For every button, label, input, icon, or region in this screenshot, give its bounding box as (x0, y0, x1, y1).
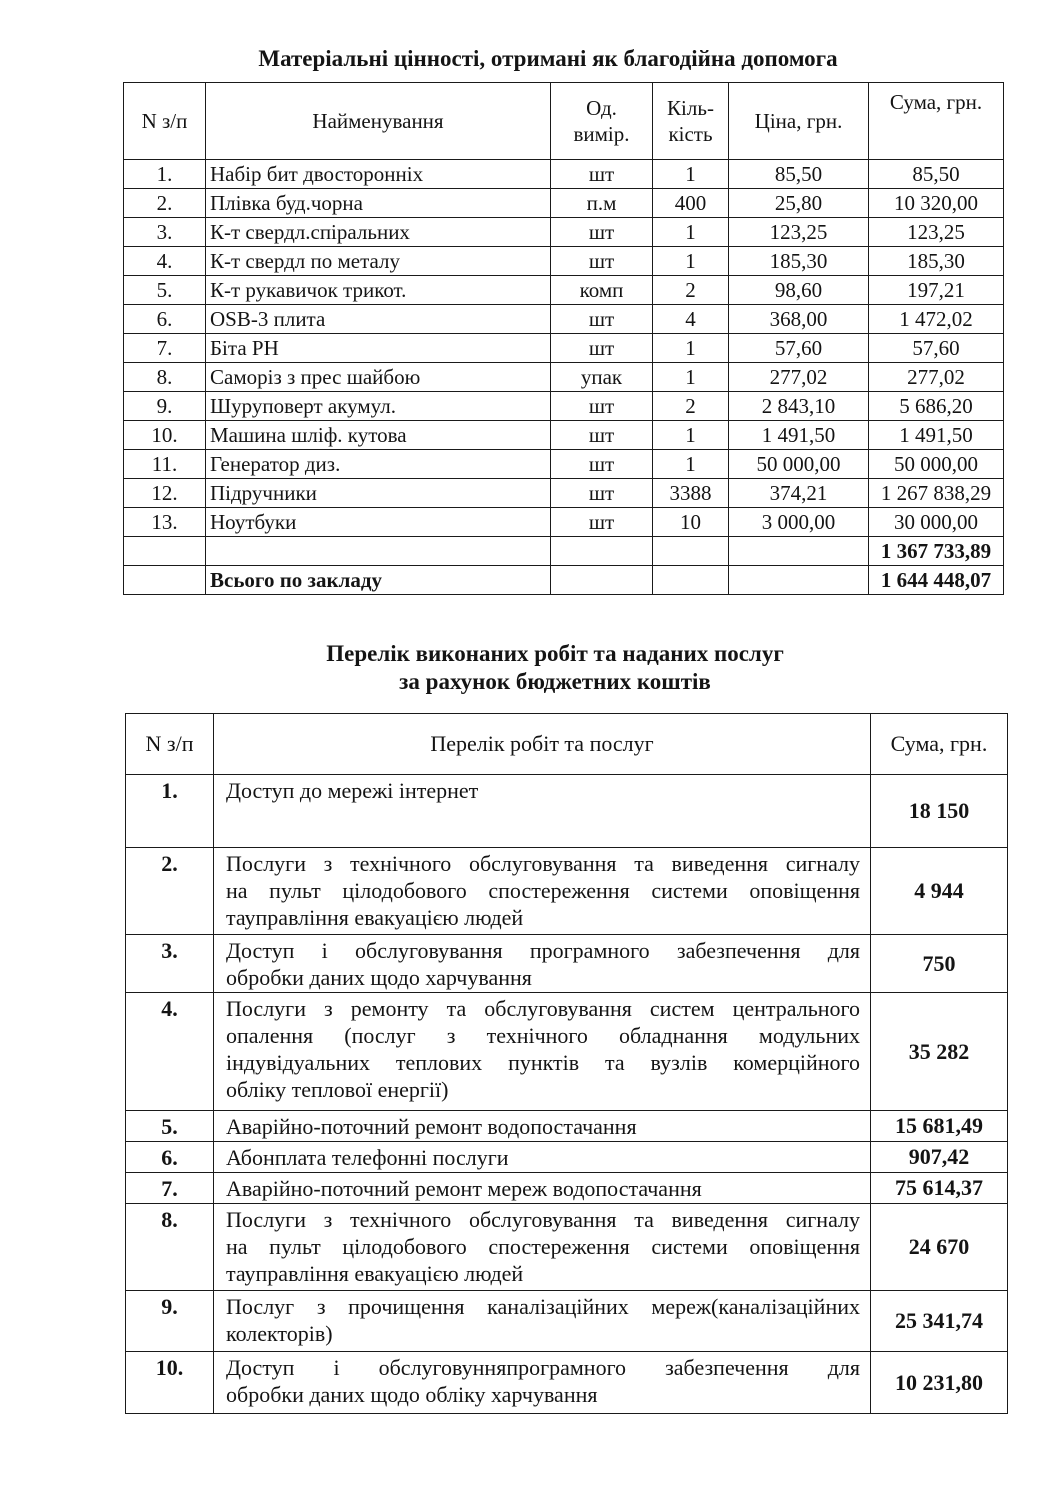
cell-quantity: 2 (653, 276, 729, 305)
table-row (124, 421, 1004, 450)
cell-number: 9. (124, 392, 206, 421)
cell-price: 277,02 (729, 363, 869, 392)
cell-number: 4. (126, 993, 214, 1111)
table-row (124, 392, 1004, 421)
subtotal-row (124, 537, 1004, 566)
empty-cell (124, 537, 206, 566)
col-header-unit (551, 83, 653, 160)
cell-quantity: 1 (653, 363, 729, 392)
col-header-unit-line: Од. (586, 96, 617, 120)
col-header-price: Ціна, грн. (729, 83, 869, 160)
cell-description (214, 1204, 871, 1291)
description-line: обробки даних щодо харчування (226, 965, 532, 990)
table-row (124, 479, 1004, 508)
cell-sum: 30 000,00 (869, 508, 1004, 537)
cell-name: Машина шліф. кутова (206, 421, 551, 450)
cell-price: 374,21 (729, 479, 869, 508)
cell-number: 1. (124, 160, 206, 189)
cell-number: 10. (126, 1352, 214, 1414)
cell-name: Набір бит двосторонніх (206, 160, 551, 189)
cell-sum: 907,42 (871, 1142, 1008, 1173)
description-line: на пульт цілодобового спостереження системи оповіщення (226, 1234, 860, 1259)
cell-name: Ноутбуки (206, 508, 551, 537)
table-row (126, 1352, 1008, 1414)
cell-name: OSB-3 плита (206, 305, 551, 334)
table-row (124, 508, 1004, 537)
cell-description (214, 1173, 871, 1204)
cell-name: Біта PH (206, 334, 551, 363)
cell-price: 185,30 (729, 247, 869, 276)
cell-description (214, 1142, 871, 1173)
cell-quantity: 10 (653, 508, 729, 537)
table-row (126, 848, 1008, 935)
table-row (124, 450, 1004, 479)
cell-quantity: 2 (653, 392, 729, 421)
cell-name: Шуруповерт акумул. (206, 392, 551, 421)
col-header-number: N з/п (126, 714, 214, 775)
cell-description (214, 935, 871, 993)
cell-description (214, 1111, 871, 1142)
cell-description (214, 775, 871, 848)
table-row (126, 775, 1008, 848)
empty-cell (124, 566, 206, 595)
table-row (124, 247, 1004, 276)
col-header-number: N з/п (124, 83, 206, 160)
col-header-unit-line: вимір. (573, 122, 630, 146)
empty-cell (551, 537, 653, 566)
cell-sum: 10 231,80 (871, 1352, 1008, 1414)
cell-sum: 277,02 (869, 363, 1004, 392)
cell-number: 2. (124, 189, 206, 218)
cell-number: 8. (124, 363, 206, 392)
total-row (124, 566, 1004, 595)
cell-unit: шт (551, 450, 653, 479)
cell-quantity: 3388 (653, 479, 729, 508)
cell-number: 9. (126, 1291, 214, 1352)
table-row (124, 160, 1004, 189)
description-line: опалення (послуг з технічного обладнання модульних (226, 1023, 860, 1048)
cell-price: 25,80 (729, 189, 869, 218)
cell-sum: 1 472,02 (869, 305, 1004, 334)
table-row (126, 1291, 1008, 1352)
cell-price: 85,50 (729, 160, 869, 189)
cell-sum: 25 341,74 (871, 1291, 1008, 1352)
cell-number: 5. (126, 1111, 214, 1142)
cell-quantity: 1 (653, 450, 729, 479)
description-line: колекторів) (226, 1321, 333, 1346)
cell-sum: 50 000,00 (869, 450, 1004, 479)
table-row (126, 1142, 1008, 1173)
donations-title: Матеріальні цінності, отримані як благодійна допомога (258, 46, 838, 71)
description-line: Абонплата телефонні послуги (226, 1145, 509, 1170)
col-header-quantity-line: кість (668, 122, 713, 146)
description-line: Доступ до мережі інтернет (226, 778, 479, 803)
table-row (124, 218, 1004, 247)
cell-price: 123,25 (729, 218, 869, 247)
cell-quantity: 1 (653, 334, 729, 363)
description-line: на пульт цілодобового спостереження системи оповіщення (226, 878, 860, 903)
cell-number: 6. (124, 305, 206, 334)
total-value: 1 644 448,07 (869, 566, 1004, 595)
cell-name: Плівка буд.чорна (206, 189, 551, 218)
table-header-row (126, 714, 1008, 775)
cell-number: 13. (124, 508, 206, 537)
cell-sum: 185,30 (869, 247, 1004, 276)
cell-number: 7. (126, 1173, 214, 1204)
table-row (124, 334, 1004, 363)
col-header-name: Найменування (206, 83, 551, 160)
empty-cell (729, 537, 869, 566)
table-row (126, 993, 1008, 1111)
cell-unit: шт (551, 218, 653, 247)
cell-price: 1 491,50 (729, 421, 869, 450)
cell-sum: 85,50 (869, 160, 1004, 189)
cell-unit: упак (551, 363, 653, 392)
cell-number: 12. (124, 479, 206, 508)
cell-quantity: 1 (653, 218, 729, 247)
cell-price: 98,60 (729, 276, 869, 305)
cell-price: 2 843,10 (729, 392, 869, 421)
cell-name: Генератор диз. (206, 450, 551, 479)
cell-quantity: 1 (653, 247, 729, 276)
services-title-line2: за рахунок бюджетних коштів (399, 669, 711, 694)
col-header-sum: Сума, грн. (871, 714, 1008, 775)
table-row (126, 935, 1008, 993)
cell-description (214, 1291, 871, 1352)
empty-cell (729, 566, 869, 595)
cell-price: 368,00 (729, 305, 869, 334)
cell-unit: шт (551, 479, 653, 508)
cell-sum: 57,60 (869, 334, 1004, 363)
cell-sum: 5 686,20 (869, 392, 1004, 421)
cell-quantity: 400 (653, 189, 729, 218)
description-line: Доступ і обслуговунняпрограмного забезпечення для (226, 1355, 860, 1380)
cell-name: Саморіз з прес шайбою (206, 363, 551, 392)
description-line: Послуги з ремонту та обслуговування систем центрального (226, 996, 860, 1021)
description-line: індувідуальних теплових пунктів та вузлів комерційного (226, 1050, 860, 1075)
cell-quantity: 1 (653, 160, 729, 189)
cell-sum: 197,21 (869, 276, 1004, 305)
cell-description (214, 993, 871, 1111)
cell-number: 11. (124, 450, 206, 479)
cell-unit: шт (551, 334, 653, 363)
subtotal-value: 1 367 733,89 (869, 537, 1004, 566)
cell-unit: шт (551, 247, 653, 276)
cell-sum: 15 681,49 (871, 1111, 1008, 1142)
services-title-line1: Перелік виконаних робіт та наданих послуг (326, 641, 784, 666)
cell-unit: шт (551, 392, 653, 421)
description-line: Аварійно-поточний ремонт водопостачання (226, 1114, 637, 1139)
cell-description (214, 848, 871, 935)
cell-sum: 75 614,37 (871, 1173, 1008, 1204)
empty-cell (653, 566, 729, 595)
cell-name: К-т свердл.спіральних (206, 218, 551, 247)
cell-price: 3 000,00 (729, 508, 869, 537)
cell-number: 10. (124, 421, 206, 450)
cell-sum: 18 150 (871, 775, 1008, 848)
table-row (126, 1111, 1008, 1142)
cell-sum: 750 (871, 935, 1008, 993)
col-header-quantity (653, 83, 729, 160)
cell-name: К-т свердл по металу (206, 247, 551, 276)
description-line: Аварійно-поточний ремонт мереж водопостачання (226, 1176, 702, 1201)
cell-number: 7. (124, 334, 206, 363)
empty-cell (206, 537, 551, 566)
description-line: обробки даних щодо обліку харчування (226, 1382, 598, 1407)
cell-sum: 1 491,50 (869, 421, 1004, 450)
cell-number: 3. (124, 218, 206, 247)
table-row (124, 363, 1004, 392)
table-row (126, 1204, 1008, 1291)
total-label: Всього по закладу (206, 566, 551, 595)
empty-cell (653, 537, 729, 566)
description-line: Послуг з прочищення каналізаційних мереж(каналізаційних (226, 1294, 860, 1319)
cell-unit: шт (551, 421, 653, 450)
description-line: Послуги з технічного обслуговування та виведення сигналу (226, 1207, 860, 1232)
col-header-quantity-line: Кіль- (667, 96, 714, 120)
description-line: тауправління евакуацією людей (226, 1261, 524, 1286)
table-header-row (124, 83, 1004, 160)
cell-sum: 123,25 (869, 218, 1004, 247)
cell-sum: 24 670 (871, 1204, 1008, 1291)
cell-unit: шт (551, 160, 653, 189)
table-row (124, 276, 1004, 305)
cell-sum: 1 267 838,29 (869, 479, 1004, 508)
cell-price: 50 000,00 (729, 450, 869, 479)
cell-sum: 35 282 (871, 993, 1008, 1111)
description-line: Послуги з технічного обслуговування та виведення сигналу (226, 851, 860, 876)
cell-number: 2. (126, 848, 214, 935)
cell-number: 3. (126, 935, 214, 993)
services-table (125, 713, 1008, 1414)
cell-price: 57,60 (729, 334, 869, 363)
cell-number: 6. (126, 1142, 214, 1173)
cell-description (214, 1352, 871, 1414)
col-header-sum: Сума, грн. (869, 83, 1004, 160)
cell-sum: 4 944 (871, 848, 1008, 935)
cell-quantity: 4 (653, 305, 729, 334)
donations-table (123, 82, 1004, 595)
cell-number: 5. (124, 276, 206, 305)
cell-unit: шт (551, 305, 653, 334)
description-line: тауправління евакуацією людей (226, 905, 524, 930)
cell-number: 1. (126, 775, 214, 848)
cell-quantity: 1 (653, 421, 729, 450)
cell-unit: комп (551, 276, 653, 305)
empty-cell (551, 566, 653, 595)
description-line: обліку теплової енергії) (226, 1077, 449, 1102)
cell-number: 8. (126, 1204, 214, 1291)
cell-name: Підручники (206, 479, 551, 508)
cell-unit: шт (551, 508, 653, 537)
table-row (124, 305, 1004, 334)
col-header-description: Перелік робіт та послуг (214, 714, 871, 775)
cell-sum: 10 320,00 (869, 189, 1004, 218)
cell-name: К-т рукавичок трикот. (206, 276, 551, 305)
table-row (124, 189, 1004, 218)
table-row (126, 1173, 1008, 1204)
cell-unit: п.м (551, 189, 653, 218)
description-line: Доступ і обслуговування програмного забезпечення для (226, 938, 860, 963)
cell-number: 4. (124, 247, 206, 276)
